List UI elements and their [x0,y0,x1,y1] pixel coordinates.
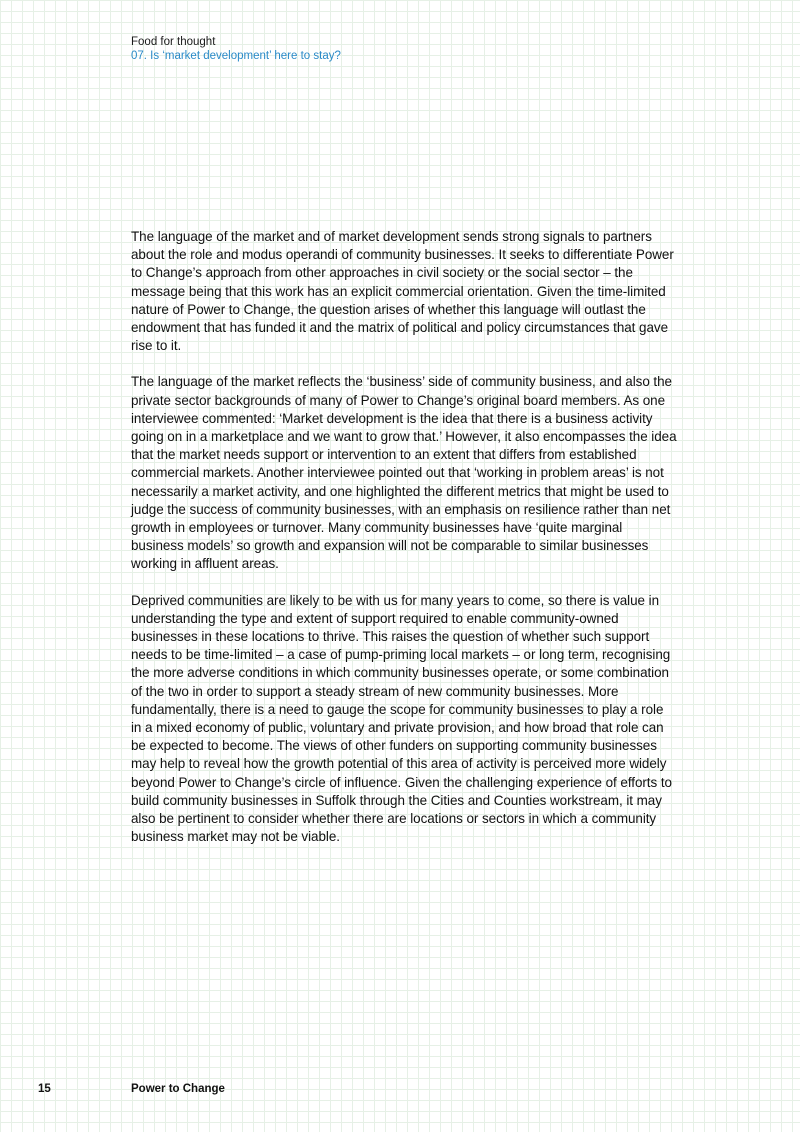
paragraph-3: Deprived communities are likely to be with us for many years to come, so there is value in understanding the type and extent of support required to enable community-owned businesses in these locations to thrive. This raises the question of whether such support needs to be time-limited – a case of pump-priming local markets – or long term, recognising the more adverse conditions in which community businesses operate, or some combination of the two in order to support a steady stream of new community businesses. More fundamentally, there is a need to gauge the scope for community businesses to play a role in a mixed economy of public, voluntary and private provision, and how broad that role can be expected to become. The views of other funders on supporting community businesses may help to reveal how the growth potential of this area of activity is perceived more widely beyond Power to Change’s circle of influence. Given the challenging experience of efforts to build community businesses in Suffolk through the Cities and Counties workstream, it may also be pertinent to consider whether there are locations or sectors in which a community business market may not be viable. [131,592,672,845]
paragraph-1: The language of the market and of market development sends strong signals to partners about the role and modus operandi of community businesses. It seeks to differentiate Power to Change’s approach from other approaches in civil society or the social sector – the message being that this work has an explicit commercial orientation. Given the time-limited nature of Power to Change, the question arises of whether this language will outlast the endowment that has funded it and the matrix of political and policy circumstances that gave rise to it. [131,229,674,354]
page-number: 15 [38,1083,51,1095]
body-text [131,228,677,865]
footer-organisation: Power to Change [131,1083,225,1095]
document-title: Food for thought [131,36,216,48]
paragraph-2: The language of the market reflects the ‘business’ side of community business, and also the private sector backgrounds of many of Power to Change’s original board members. As one interviewee commented: ‘Market development is the idea that there is a business activity going on in a marketplace and we want to grow that.’ However, it also encompasses the idea that the market needs support or intervention to an extent that differs from established commercial markets. Another interviewee pointed out that ‘working in problem areas’ is not necessarily a market activity, and one highlighted the different metrics that might be used to judge the success of community businesses, with an emphasis on resilience rather than net growth in employees or turnover. Many community businesses have ‘quite marginal business models’ so growth and expansion will not be comparable to similar businesses working in affluent areas. [131,374,677,572]
page-header [131,35,341,63]
chapter-heading: 07. Is ‘market development’ here to stay? [131,50,341,62]
